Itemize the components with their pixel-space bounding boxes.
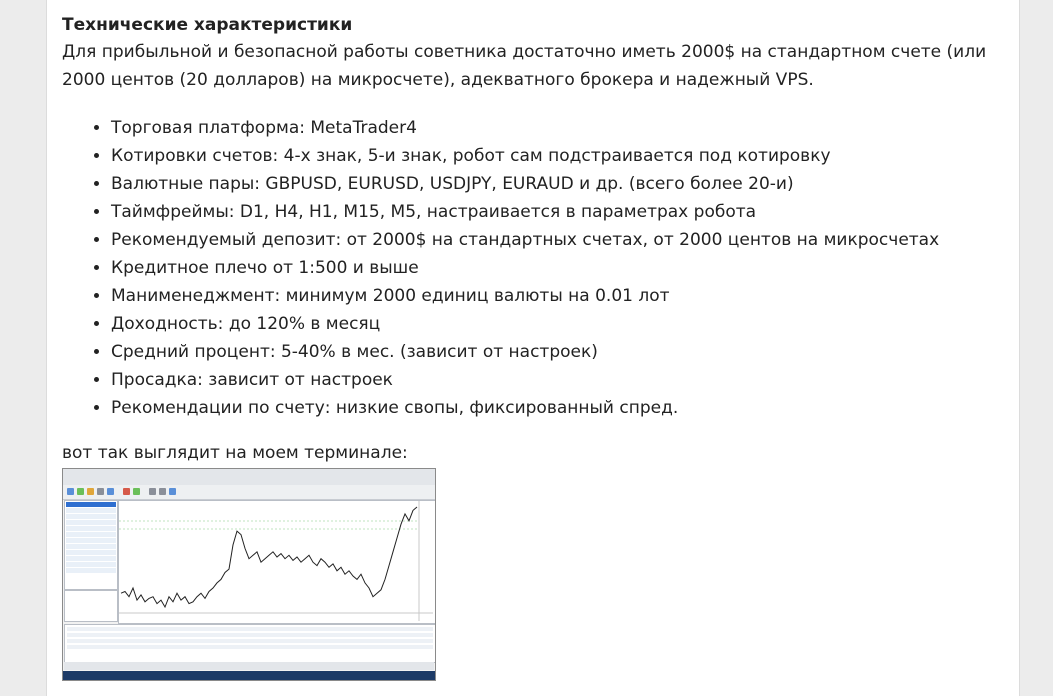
spec-item-average-percent: • Средний процент: 5-40% в мес. (зависит от настроек) (111, 338, 1019, 366)
spec-item-account-recommendations: • Рекомендации по счету: низкие свопы, фиксированный спред. (111, 394, 1019, 422)
terminal-row (67, 633, 433, 637)
spec-item-deposit: • Рекомендуемый депозит: от 2000$ на стандартных счетах, от 2000 центов на микросчетах (111, 226, 1019, 254)
terminal-row (67, 639, 433, 643)
toolbar-icon (107, 488, 114, 495)
market-row (66, 526, 116, 531)
toolbar-icon (169, 488, 176, 495)
spec-item-leverage: • Кредитное плечо от 1:500 и выше (111, 254, 1019, 282)
spec-item-drawdown: • Просадка: зависит от настроек (111, 366, 1019, 394)
toolbar-icon (87, 488, 94, 495)
toolbar-icon (77, 488, 84, 495)
market-row (66, 532, 116, 537)
specs-list (62, 114, 1019, 422)
market-watch-panel (64, 500, 118, 590)
toolbar-icon (123, 488, 130, 495)
terminal-menubar (63, 469, 435, 486)
terminal-tabs (64, 662, 434, 670)
windows-taskbar (63, 671, 435, 680)
terminal-row (67, 627, 433, 631)
market-row (66, 520, 116, 525)
toolbar-icon (149, 488, 156, 495)
terminal-toolbar (63, 485, 435, 500)
terminal-panel (64, 624, 436, 663)
toolbar-icon (67, 488, 74, 495)
market-row (66, 508, 116, 513)
market-row (66, 568, 116, 573)
spec-item-timeframes: • Таймфреймы: D1, H4, H1, M15, M5, настраивается в параметрах робота (111, 198, 1019, 226)
section-title: Технические характеристики (62, 15, 353, 35)
market-row (66, 502, 116, 507)
market-row (66, 556, 116, 561)
market-row (66, 544, 116, 549)
price-chart (118, 500, 436, 624)
spec-item-money-management: • Манименеджмент: минимум 2000 единиц валюты на 0.01 лот (111, 282, 1019, 310)
price-chart-svg (119, 501, 433, 621)
content-panel (46, 0, 1020, 696)
price-line (121, 507, 417, 607)
spec-item-quotes: • Котировки счетов: 4-х знак, 5-и знак, робот сам подстраивается под котировку (111, 142, 1019, 170)
toolbar-icon (159, 488, 166, 495)
toolbar-icon (97, 488, 104, 495)
market-row (66, 514, 116, 519)
screenshot-caption: вот так выглядит на моем терминале: (62, 443, 408, 463)
spec-item-pairs: • Валютные пары: GBPUSD, EURUSD, USDJPY, EURAUD и др. (всего более 20-и) (111, 170, 1019, 198)
spec-item-platform: • Торговая платформа: MetaTrader4 (111, 114, 1019, 142)
spec-item-profit: • Доходность: до 120% в месяц (111, 310, 1019, 338)
terminal-row (67, 645, 433, 649)
terminal-screenshot[interactable] (62, 468, 436, 681)
intro-paragraph: Для прибыльной и безопасной работы советника достаточно иметь 2000$ на стандартном счете (или 2000 центов (20 долларов) на микросчете), адекватного брокера и надежный VPS. (62, 42, 987, 90)
toolbar-icon (133, 488, 140, 495)
market-row (66, 562, 116, 567)
market-row (66, 550, 116, 555)
market-row (66, 538, 116, 543)
navigator-panel (64, 590, 118, 622)
